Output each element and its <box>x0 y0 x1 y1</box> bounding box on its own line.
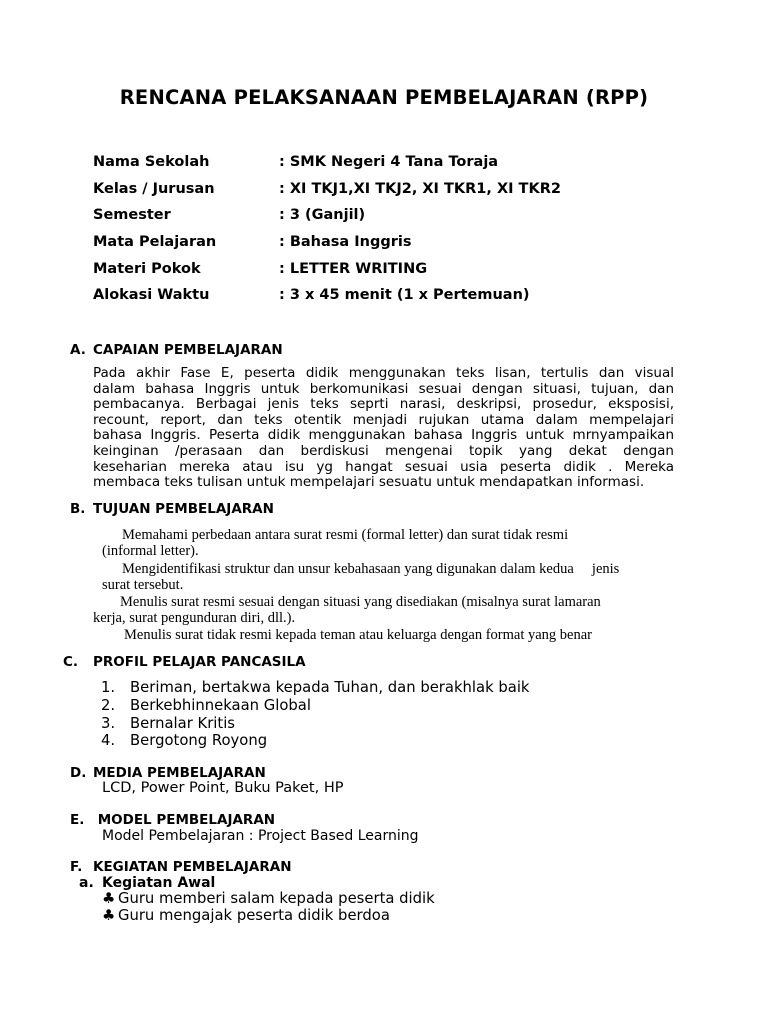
section-letter: F. <box>70 859 83 875</box>
list-text: Berkebhinnekaan Global <box>130 697 311 714</box>
info-label-time: Alokasi Waktu <box>93 287 210 303</box>
list-text: Guru memberi salam kepada peserta didik <box>118 890 435 907</box>
list-item <box>101 732 267 749</box>
paragraph-line: dalam bahasa Inggris untuk berkomunikasi sesuai dengan situasi, tujuan, dan <box>93 380 674 397</box>
section-heading-f <box>70 859 292 875</box>
section-letter: E. <box>70 812 85 828</box>
paragraph-line: pembacanya. Berbagai jenis teks seprti narasi, deskripsi, prosedur, eksposisi, <box>93 396 674 413</box>
paragraph-line: keinginan /perasaan dan berdiskusi mengenai topik yang dekat dengan <box>93 442 674 459</box>
club-bullet-icon: ♣ <box>102 890 116 907</box>
list-text: Beriman, bertakwa kepada Tuhan, dan berakhlak baik <box>130 679 530 696</box>
list-number: 1. <box>101 679 116 696</box>
list-item <box>101 715 235 732</box>
section-heading-b <box>70 501 274 517</box>
section-title: MODEL PEMBELAJARAN <box>93 812 276 828</box>
info-label-class: Kelas / Jurusan <box>93 181 215 197</box>
page-title: RENCANA PELAKSANAAN PEMBELAJARAN (RPP) <box>119 86 649 109</box>
list-item <box>101 679 530 696</box>
subsection-title: Kegiatan Awal <box>102 875 216 891</box>
list-text: Bernalar Kritis <box>130 715 236 732</box>
tujuan-line: Memahami perbedaan antara surat resmi (formal letter) dan surat tidak resmi <box>122 527 569 543</box>
list-text: Guru mengajak peserta didik berdoa <box>118 907 390 924</box>
model-text: Model Pembelajaran : Project Based Learning <box>102 828 419 844</box>
section-letter: D. <box>70 765 87 781</box>
tujuan-line: (informal letter). <box>102 543 199 559</box>
section-letter: B. <box>70 501 86 517</box>
paragraph-line: recount, report, dan teks otentik menjadi rujukan utama dalam mempelajari <box>93 411 674 428</box>
media-text: LCD, Power Point, Buku Paket, HP <box>102 780 344 796</box>
section-title: PROFIL PELAJAR PANCASILA <box>93 654 306 670</box>
section-title: CAPAIAN PEMBELAJARAN <box>93 342 283 358</box>
paragraph-line: keseharian mereka atau isu yg hangat sesuai usia peserta didik . Mereka <box>93 458 674 475</box>
info-value-topic: : LETTER WRITING <box>279 261 428 277</box>
tujuan-line: Menulis surat tidak resmi kepada teman atau keluarga dengan format yang benar <box>124 627 592 643</box>
list-item <box>102 907 390 924</box>
section-heading-a <box>70 342 283 358</box>
info-value-class: : XI TKJ1,XI TKJ2, XI TKR1, XI TKR2 <box>279 181 561 197</box>
info-label-topic: Materi Pokok <box>93 261 201 277</box>
section-letter: C. <box>63 654 79 670</box>
info-value-semester: : 3 (Ganjil) <box>279 207 366 223</box>
tujuan-line: surat tersebut. <box>102 577 184 593</box>
capaian-paragraph <box>93 366 674 491</box>
info-label-semester: Semester <box>93 207 171 223</box>
list-number: 2. <box>101 697 116 714</box>
section-title: MEDIA PEMBELAJARAN <box>93 765 266 781</box>
subsection-letter: a. <box>79 875 94 891</box>
info-value-subject: : Bahasa Inggris <box>279 234 412 250</box>
info-value-time: : 3 x 45 menit (1 x Pertemuan) <box>279 287 530 303</box>
section-heading-e <box>70 812 275 828</box>
section-title: KEGIATAN PEMBELAJARAN <box>93 859 292 875</box>
section-heading-c <box>63 654 306 670</box>
list-text: Bergotong Royong <box>130 732 268 749</box>
tujuan-line: Mengidentifikasi struktur dan unsur kebahasaan yang digunakan dalam kedua jenis <box>122 561 620 577</box>
tujuan-line: Menulis surat resmi sesuai dengan situasi yang disediakan (misalnya surat lamaran <box>120 594 601 610</box>
section-title: TUJUAN PEMBELAJARAN <box>93 501 274 517</box>
paragraph-line: membaca teks tulisan untuk mempelajari sesuatu untuk mendapatkan informasi. <box>93 474 645 491</box>
section-heading-d <box>70 765 266 781</box>
tujuan-line: kerja, surat pengunduran diri, dll.). <box>93 610 296 626</box>
list-number: 3. <box>101 715 116 732</box>
info-label-subject: Mata Pelajaran <box>93 234 217 250</box>
info-value-school: : SMK Negeri 4 Tana Toraja <box>279 154 499 170</box>
subsection-heading <box>79 875 215 891</box>
list-item <box>101 697 311 714</box>
paragraph-line: Pada akhir Fase E, peserta didik menggunakan teks lisan, tertulis dan visual <box>93 365 674 381</box>
section-letter: A. <box>70 342 86 358</box>
paragraph-line: bahasa Inggris. Peserta didik menggunakan bahasa Inggris untuk mrnyampaikan <box>93 427 674 444</box>
list-item <box>102 890 435 907</box>
list-number: 4. <box>101 732 116 749</box>
info-label-school: Nama Sekolah <box>93 154 210 170</box>
club-bullet-icon: ♣ <box>102 907 116 924</box>
